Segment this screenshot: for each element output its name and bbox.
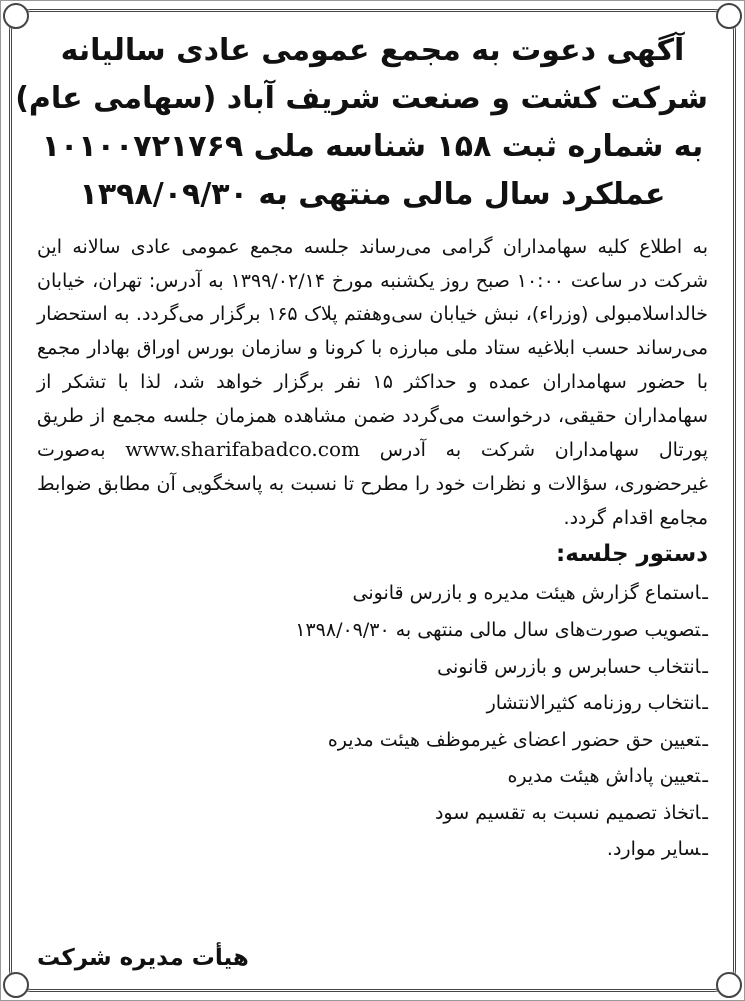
notice-content [15,27,709,980]
bullet-dash: ـ [702,765,708,788]
title-line: عملکرد سال مالی منتهی به ۱۳۹۸/۰۹/۳۰ [79,177,666,212]
agenda-item [37,831,708,868]
agenda-item-text: انتخاب حسابرس و بازرس قانونی [437,655,701,678]
bullet-dash: ـ [702,582,708,605]
body-text-part: به اطلاع کلیه سهامداران گرامی می‌رساند جلسه مجمع عمومی عادی سالانه این شرکت در ساعت ۱۰:۰۰ صبح روز یکشنبه مورخ ۱۳۹۹/۰۲/۱۴ به آدرس: تهران، خیابان خالداسلامبولی (وزراء)، نبش خیابان سی‌وهفتم پلاک ۱۶۵ برگزار می‌گردد. به استحضار می‌رساند حسب ابلاغیه ستاد ملی مبارزه با کرونا و سازمان بورس اوراق بهادار مجمع با حضور سهامداران عمده و حداکثر ۱۵ نفر برگزار خواهد شد، لذا با تشکر از سهامداران حقیقی، درخواست می‌گردد ضمن مشاهده همزمان جلسه مجمع از طریق پورتال سهامداران شرکت به آدرس [37,236,709,462]
portal-url-link[interactable]: www.sharifabadco.com [125,437,360,462]
agenda-item-text: تعیین پاداش هیئت مدیره [507,765,701,788]
board-signature: هیأت مدیره شرکت [37,945,249,971]
agenda-item-text: تصویب صورت‌های سال مالی منتهی به ۱۳۹۸/۰۹/۳۰ [295,618,701,641]
bullet-dash: ـ [702,655,708,678]
corner-ornament [3,972,29,998]
agenda-item-text: سایر موارد. [606,838,701,861]
corner-ornament [716,3,742,29]
agenda-item-text: اتخاذ تصمیم نسبت به تقسیم سود [434,801,701,824]
bullet-dash: ـ [702,692,708,715]
agenda-item [37,795,708,832]
body-text-part: به‌صورت غیرحضوری، سؤالات و نظرات خود را مطرح تا نسبت به پاسخگویی آن مطابق ضوابط مجامع اقدام گردد. [37,439,708,529]
agenda-item-text: استماع گزارش هیئت مدیره و بازرس قانونی [352,582,701,605]
agenda-item [37,758,708,795]
bullet-dash: ـ [702,618,708,641]
agenda-item-text: انتخاب روزنامه کثیرالانتشار [486,692,701,715]
agenda-item [37,575,708,612]
agenda-item [37,685,708,722]
agenda-list [37,575,708,868]
notice-title [15,27,708,219]
title-line: شرکت کشت و صنعت شریف آباد (سهامی عام) [15,81,708,116]
agenda-heading: دستور جلسه: [556,541,708,568]
title-line: آگهی دعوت به مجمع عمومی عادی سالیانه [60,33,685,68]
agenda-item [37,612,708,649]
notice-body [37,231,708,535]
agenda-item-text: تعیین حق حضور اعضای غیرموظف هیئت مدیره [327,728,701,751]
bullet-dash: ـ [702,728,708,751]
agenda-item [37,649,708,686]
corner-ornament [716,972,742,998]
title-line: به شماره ثبت ۱۵۸ شناسه ملی ۱۰۱۰۰۷۲۱۷۶۹ [41,129,704,164]
agenda-item [37,722,708,759]
corner-ornament [3,3,29,29]
bullet-dash: ـ [702,801,708,824]
bullet-dash: ـ [702,838,708,861]
